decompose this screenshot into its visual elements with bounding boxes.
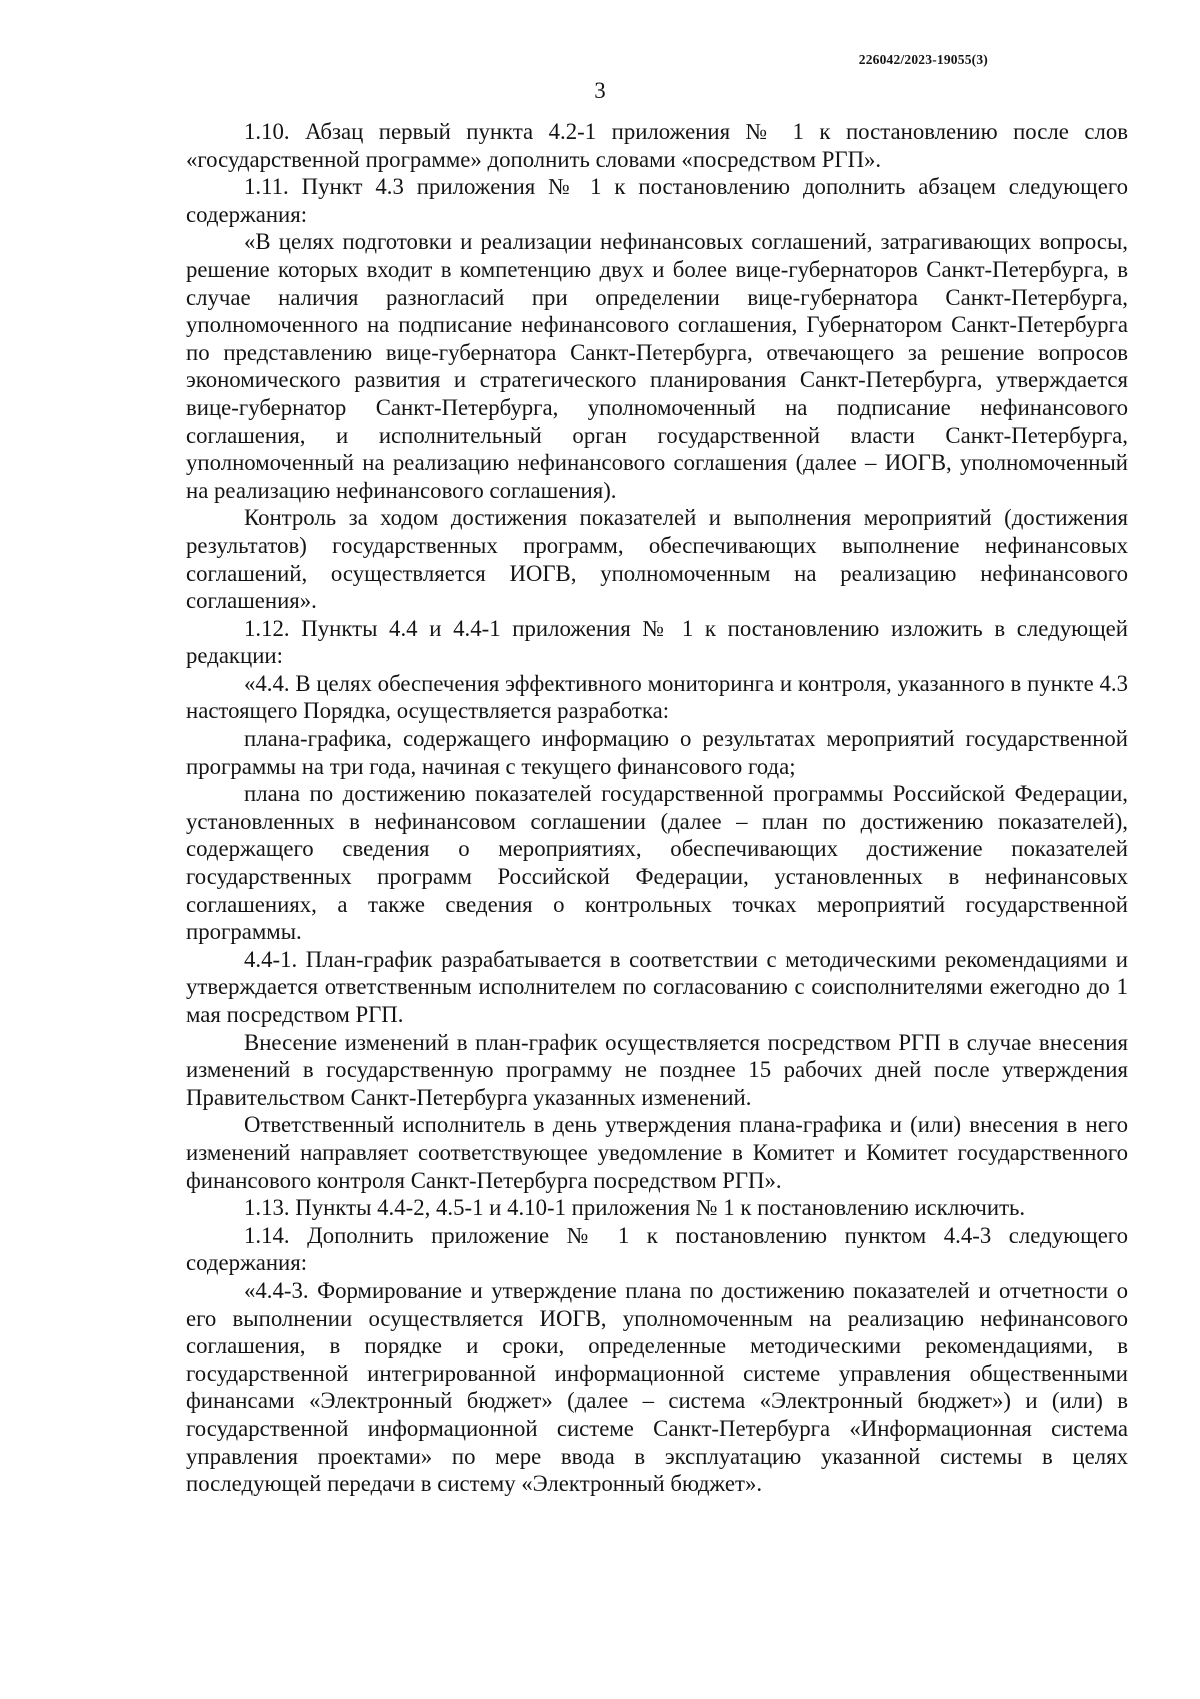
paragraph-schedule-plan: плана-графика, содержащего информацию о результатах мероприятий государственной программы на три года, начиная с текущего финансового года;	[186, 726, 1128, 779]
paragraph-notification: Ответственный исполнитель в день утверждения плана-графика и (или) внесения в него изменений направляет соответствующее уведомление в Комитет и Комитет государственного финансового контроля Санкт-Петербурга посредством РГП».	[186, 1112, 1128, 1193]
paragraph-1-11: 1.11. Пункт 4.3 приложения № 1 к постановлению дополнить абзацем следующего содержания:	[186, 174, 1128, 227]
paragraph-amendments: Внесение изменений в план-график осуществляется посредством РГП в случае внесения изменений в государственную программу не позднее 15 рабочих дней после утверждения Правительством Санкт-Петербурга указанных изменений.	[186, 1029, 1128, 1110]
paragraph-1-10: 1.10. Абзац первый пункта 4.2-1 приложения № 1 к постановлению после слов «государственной программе» дополнить словами «посредством РГП».	[186, 119, 1128, 172]
document-body	[186, 118, 1128, 1498]
paragraph-1-14: 1.14. Дополнить приложение № 1 к постановлению пунктом 4.4-3 следующего содержания:	[186, 1222, 1128, 1276]
paragraph-quote-4-3: «В целях подготовки и реализации нефинансовых соглашений, затрагивающих вопросы, решение которых входит в компетенцию двух и более вице-губернаторов Санкт-Петербурга, в случае наличия разногласий при определении вице-губернатора Санкт-Петербурга, уполномоченного на подписание нефинансового соглашения, Губернатором Санкт-Петербурга по представлению вице-губернатора Санкт-Петербурга, отвечающего за решение вопросов экономического развития и стратегического планирования Санкт-Петербурга, утверждается вице-губернатор Санкт-Петербурга, уполномоченный на подписание нефинансового соглашения, и исполнительный орган государственной власти Санкт-Петербурга, уполномоченный на реализацию нефинансового соглашения (далее – ИОГВ, уполномоченный на реализацию нефинансового соглашения).	[186, 229, 1128, 503]
paragraph-4-4: «4.4. В целях обеспечения эффективного мониторинга и контроля, указанного в пункте 4.3 настоящего Порядка, осуществляется разработка:	[186, 670, 1128, 724]
paragraph-4-4-1: 4.4-1. План-график разрабатывается в соответствии с методическими рекомендациями и утверждается ответственным исполнителем по согласованию с соисполнителями ежегодно до 1 мая посредством РГП.	[186, 946, 1128, 1027]
document-registration-number: 226042/2023-19055(3)	[858, 52, 988, 67]
paragraph-4-4-3: «4.4-3. Формирование и утверждение плана по достижению показателей и отчетности о его выполнении осуществляется ИОГВ, уполномоченным на реализацию нефинансового соглашения, в порядке и сроки, определенные методическими рекомендациями, в государственной интегрированной информационной системе управления общественными финансами «Электронный бюджет» (далее – система «Электронный бюджет») и (или) в государственной информационной системе Санкт-Петербурга «Информационная система управления проектами» по мере ввода в эксплуатацию указанной системы в целях последующей передачи в систему «Электронный бюджет».	[186, 1277, 1128, 1497]
paragraph-1-12: 1.12. Пункты 4.4 и 4.4-1 приложения № 1 к постановлению изложить в следующей редакции:	[186, 615, 1128, 669]
page-number: 3	[594, 78, 606, 103]
paragraph-indicators-plan: плана по достижению показателей государственной программы Российской Федерации, установленных в нефинансовом соглашении (далее – план по достижению показателей), содержащего сведения о мероприятиях, обеспечивающих достижение показателей государственных программ Российской Федерации, установленных в нефинансовых соглашениях, а также сведения о контрольных точках мероприятий государственной программы.	[186, 781, 1128, 945]
paragraph-1-13: 1.13. Пункты 4.4-2, 4.5-1 и 4.10-1 приложения № 1 к постановлению исключить.	[244, 1195, 1026, 1221]
paragraph-control: Контроль за ходом достижения показателей и выполнения мероприятий (достижения результатов) государственных программ, обеспечивающих выполнение нефинансовых соглашений, осуществляется ИОГВ, уполномоченным на реализацию нефинансового соглашения».	[186, 505, 1128, 614]
